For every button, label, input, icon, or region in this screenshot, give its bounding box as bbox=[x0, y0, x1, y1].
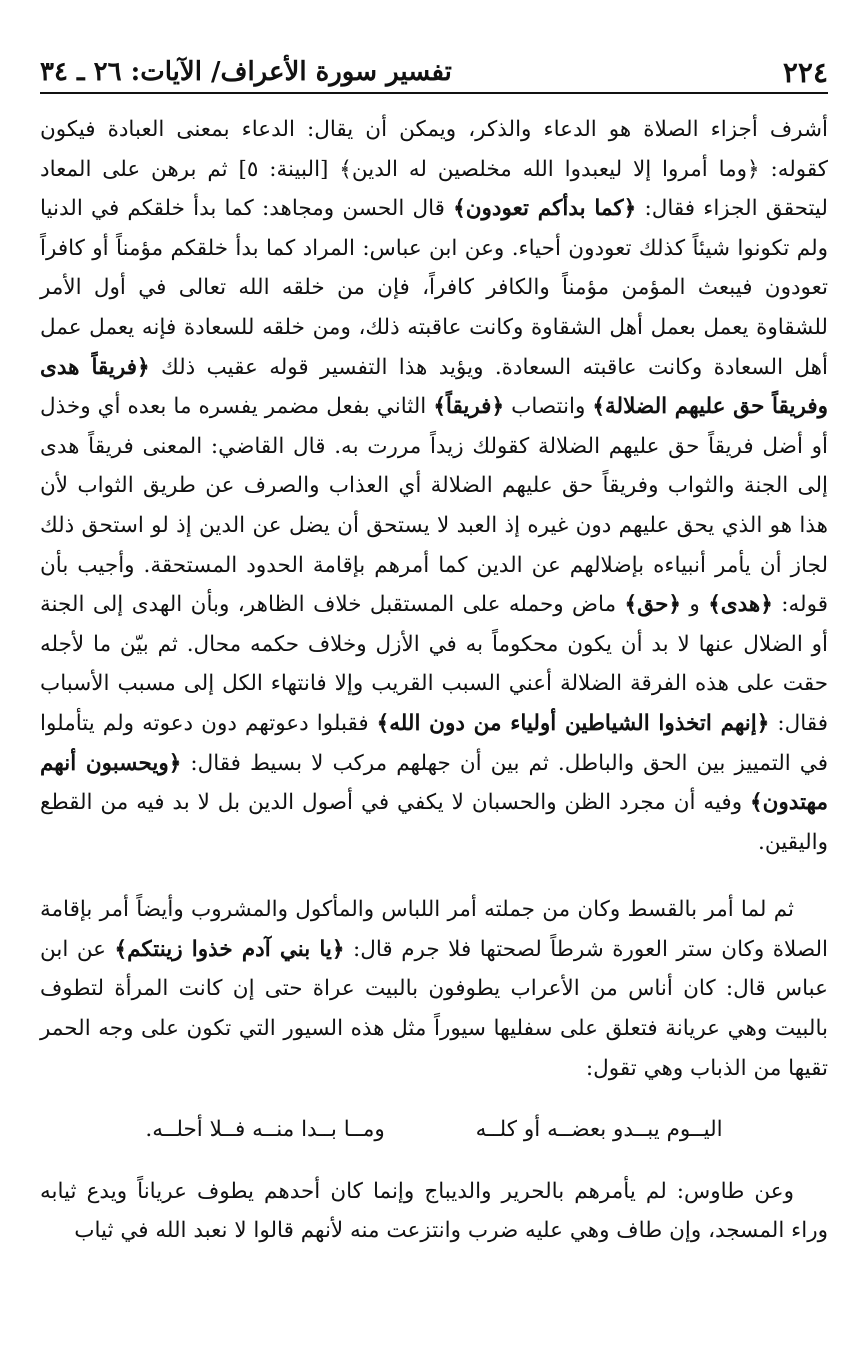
quran-quote: ﴿يا بني آدم خذوا زينتكم﴾ bbox=[114, 936, 345, 962]
page-number: ٢٢٤ bbox=[782, 55, 828, 89]
quran-quote: ﴿كما بدأكم تعودون﴾ bbox=[453, 196, 637, 222]
body-text bbox=[40, 110, 828, 1251]
quran-quote: ﴿إنهم اتخذوا الشياطين أولياء من دون الله﴾ bbox=[376, 710, 770, 736]
quran-quote: ﴿هدى﴾ bbox=[708, 592, 773, 618]
poetry-verse bbox=[40, 1110, 828, 1150]
running-header bbox=[40, 52, 828, 94]
text-segment: فقبلوا دعوتهم دون دعوته ولم يتأملوا في التمييز بين الحق والباطل. ثم بين أن جهلهم مركب لا بسيط فقال: bbox=[40, 710, 828, 776]
text-segment: ثم لما أمر بالقسط وكان من جملته أمر اللباس والمأكول والمشروب وأيضاً أمر بإقامة الصلاة وكان ستر العورة شرطاً لصحتها فلا جرم قال: bbox=[40, 897, 828, 962]
text-segment: الثاني بفعل مضمر يفسره ما بعده أي وخذل أو أضل فريقاً حق عليهم الضلالة كقولك زيداً مررت به. قال القاضي: المعنى فريقاً هدى إلى الجنة والثواب وفريقاً حق عليهم الضلالة أي العذاب والصرف عن طريق الثواب لأن هذا هو الذي يحق عليهم دون غيره إذ العبد لا يستحق أن يضل عن الدين إذ لو استحق ذلك لجاز أن يأمر أنبياءه بإضلالهم عن الدين كما أمرهم بإقامة الحدود المستحقة. وأجيب بأن قوله: bbox=[40, 394, 828, 618]
verse-second-hemistich: ومــا بــدا منــه فــلا أحلــه. bbox=[145, 1117, 385, 1143]
paragraph-3: وعن طاوس: لم يأمرهم بالحرير والديباج وإنما كان أحدهم يطوف عرياناً ويدع ثيابه وراء المسجد، وإن طاف وهي عليه ضرب وانتزعت منه لأنهم قالوا لا نعبد الله في ثياب bbox=[40, 1178, 828, 1244]
quran-quote: ﴿حق﴾ bbox=[624, 592, 681, 618]
paragraph-2 bbox=[40, 890, 828, 1088]
quran-quote: ﴿ويحسبون أنهم مهتدون﴾ bbox=[40, 750, 828, 816]
paragraph-1 bbox=[40, 110, 828, 862]
text-segment: وفيه أن مجرد الظن والحسبان لا يكفي في أصول الدين بل لا بد فيه من القطع واليقين. bbox=[40, 790, 828, 855]
text-segment: و bbox=[680, 592, 709, 618]
text-segment: أشرف أجزاء الصلاة هو الدعاء والذكر، ويمكن أن يقال: الدعاء بمعنى العبادة فيكون كقوله: ﴿وما أمروا إلا ليعبدوا الله مخلصين له الدين﴾ [البينة: ٥] ثم برهن على المعاد ليتحقق الجزاء فقال: bbox=[40, 117, 829, 222]
verse-first-hemistich: اليــوم يبــدو بعضــه أو كلــه bbox=[475, 1117, 723, 1143]
text-segment: وانتصاب bbox=[504, 394, 593, 420]
text-segment: ماض وحمله على المستقبل خلاف الظاهر، وبأن الهدى إلى الجنة أو الضلال عنها لا بد أن يكون محكوماً به في الأزل وخلاف حكمه محال. ثم بيّن ما لأجله حقت على هذه الفرقة الضلالة أعني السبب القريب وإلا فانتهاء الكل إلى مسبب الأسباب فقال: bbox=[40, 592, 828, 736]
quran-quote: ﴿فريقاً﴾ bbox=[433, 394, 505, 420]
text-segment: عن ابن عباس قال: كان أناس من الأعراب يطوفون بالبيت عراة حتى إن كانت المرأة لتطوف بالبيت وهي عريانة فتعلق على سفليها سيوراً مثل هذه السيور التي تكون على وجه الحمر تقيها من الذباب وهي تقول: bbox=[40, 936, 828, 1081]
running-title: تفسير سورة الأعراف/ الآيات: ٢٦ ـ ٣٤ bbox=[40, 57, 452, 87]
quran-quote: ﴿فريقاً هدى وفريقاً حق عليهم الضلالة﴾ bbox=[40, 354, 828, 420]
text-segment: قال الحسن ومجاهد: كما بدأ خلقكم في الدنيا ولم تكونوا شيئاً كذلك تعودون أحياء. وعن ابن عباس: المراد كما بدأ خلقكم مؤمناً أو كافراً تعودون فيبعث المؤمن مؤمناً والكافر كافراً، فإن من خلقه الله تعالى في أول الأمر للشقاوة يعمل بعمل أهل الشقاوة وكانت عاقبته ذلك، ومن خلقه للسعادة فإنه يعمل عمل أهل السعادة وكانت عاقبته السعادة. ويؤيد هذا التفسير قوله عقيب ذلك bbox=[40, 196, 828, 380]
